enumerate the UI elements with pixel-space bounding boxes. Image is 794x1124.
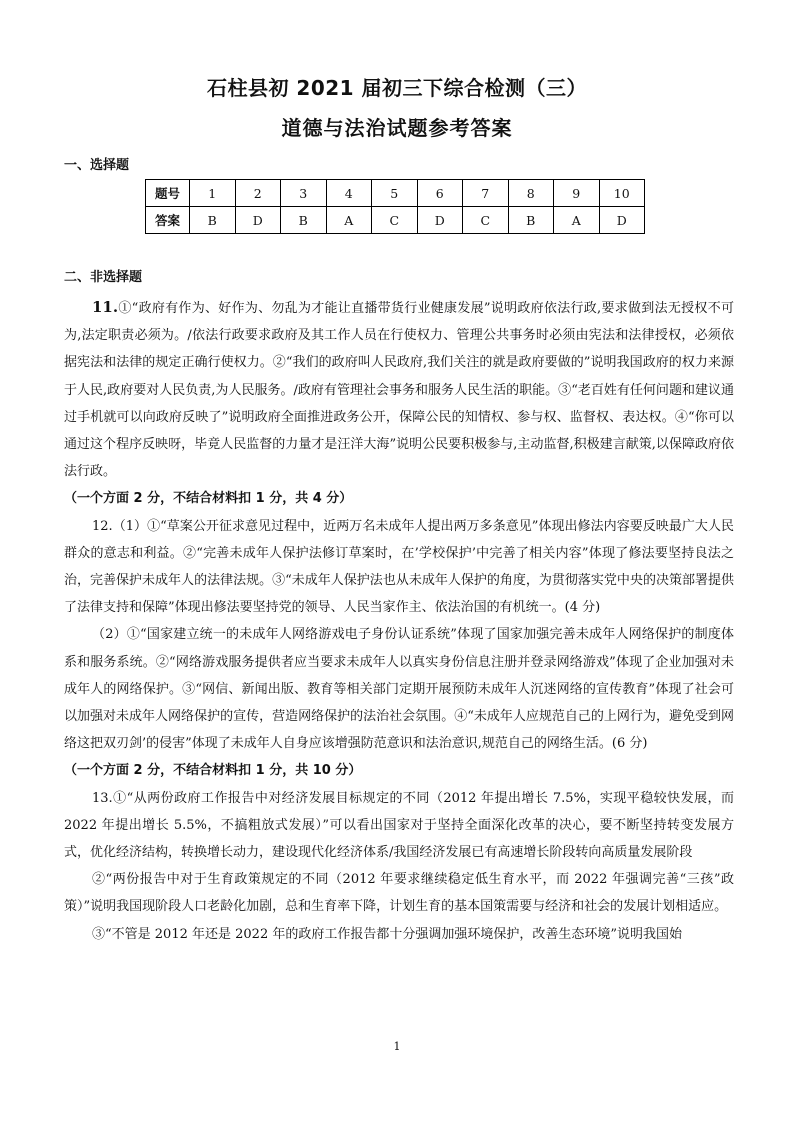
question-12-part2-answer: （2）①“国家建立统一的未成年人网络游戏电子身份认证系统”体现了国家加强完善未成年人网络保护的制度体系和服务系统。②“网络游戏服务提供者应当要求未成年人以真实身份信息注册并登录网络游戏”体现了企业加强对未成年人的网络保护。③“网信、新闻出版、教育等相关部门定期开展预防未成年人沉迷网络的宣传教育”体现了社会可以加强对未成年人网络保护的宣传，营造网络保护的法治社会氛围。④“未成年人应规范自己的上网行为，避免受到网络这把双刃剑’的侵害”体现了未成年人自身应该增强防范意识和法治意识,规范自己的网络生活。(6 分) <box>64 627 734 752</box>
question-11-number: 11. <box>92 298 119 316</box>
table-cell: 5 <box>372 180 418 207</box>
question-11-scoring: （一个方面 2 分，不结合材料扣 1 分，共 4 分） <box>64 491 353 507</box>
table-cell: 10 <box>599 180 645 207</box>
table-cell: B <box>281 207 327 234</box>
section-heading-multiple-choice: 一、选择题 <box>64 158 130 173</box>
question-12-scoring: （一个方面 2 分，不结合材料扣 1 分，共 10 分） <box>64 763 362 779</box>
question-13-point2: ②“两份报告中对于生育政策规定的不同（2012 年要求继续稳定低生育水平，而 2022 年强调完善“三孩”政策）”说明我国现阶段人口老龄化加剧，总和生育率下降，计划生育的基本国策需要与经济和社会的发展计划相适应。 <box>64 872 734 915</box>
table-cell: B <box>508 207 554 234</box>
page-title: 石柱县初 2021 届初三下综合检测（三） <box>206 76 588 100</box>
table-cell: C <box>463 207 509 234</box>
section-heading-non-choice: 二、非选择题 <box>64 270 143 285</box>
question-12-part1-answer: 12.（1）①“草案公开征求意见过程中，近两万名未成年人提出两万多条意见”体现出修法内容要反映最广大人民群众的意志和利益。②“完善未成年人保护法修订草案时，在’学校保护’中完善了相关内容”体现了修法要坚持良法之治，完善保护未成年人的法律法规。③“未成年人保护法也从未成年人保护的角度，为贯彻落实党中央的决策部署提供了法律支持和保障”体现出修法要坚持党的领导、人民当家作主、依法治国的有机统一。(4 分) <box>64 518 734 616</box>
question-13-point3: ③“不管是 2012 年还是 2022 年的政府工作报告都十分强调加强环境保护，改善生态环境”说明我国始 <box>92 926 682 942</box>
row-label-number: 题号 <box>146 180 190 207</box>
table-cell: 3 <box>281 180 327 207</box>
table-cell: B <box>190 207 236 234</box>
table-cell: D <box>599 207 645 234</box>
table-cell: 8 <box>508 180 554 207</box>
table-cell: A <box>326 207 372 234</box>
table-cell: D <box>417 207 463 234</box>
question-13-point1: 13.①“从两份政府工作报告中对经济发展目标规定的不同（2012 年提出增长 7.5%，实现平稳较快发展，而 2022 年提出增长 5.5%，不搞粗放式发展）”可以看出国家对于坚持全面深化改革的决心，要不断坚持转变发展方式，优化经济结构，转换增长动力，建设现代化经济体系/我国经济发展已有高速增长阶段转向高质量发展阶段 <box>64 790 734 861</box>
table-row-question-numbers <box>146 180 645 207</box>
answer-body <box>64 294 734 948</box>
question-11-text: ①“政府有作为、好作为、勿乱为才能让直播带货行业健康发展”说明政府依法行政,要求做到法无授权不可为,法定职责必须为。/依法行政要求政府及其工作人员在行使权力、管理公共事务时必须由宪法和法律授权，必须依据宪法和法律的规定正确行使权力。②“我们的政府叫人民政府,我们关注的就是政府要做的”说明我国政府的权力来源于人民,政府要对人民负责,为人民服务。/政府有管理社会事务和服务人民生活的职能。③“老百姓有任何问题和建议通过手机就可以向政府反映了”说明政府全面推进政务公开，保障公民的知情权、参与权、监督权、表达权。④“你可以通过这个程序反映呀，毕竟人民监督的力量才是汪洋大海”说明公民要积极参与,主动监督,积极建言献策,以保障政府依法行政。 <box>64 301 734 480</box>
table-cell: 2 <box>235 180 281 207</box>
page-number: 1 <box>393 1040 401 1053</box>
table-cell: A <box>554 207 600 234</box>
table-cell: 6 <box>417 180 463 207</box>
answer-table <box>145 179 645 234</box>
table-cell: 1 <box>190 180 236 207</box>
row-label-answer: 答案 <box>146 207 190 234</box>
table-cell: 7 <box>463 180 509 207</box>
table-cell: 9 <box>554 180 600 207</box>
table-cell: C <box>372 207 418 234</box>
page-subtitle: 道德与法治试题参考答案 <box>281 116 513 140</box>
table-cell: D <box>235 207 281 234</box>
table-cell: 4 <box>326 180 372 207</box>
table-row-answers <box>146 207 645 234</box>
question-11-answer <box>64 294 734 485</box>
